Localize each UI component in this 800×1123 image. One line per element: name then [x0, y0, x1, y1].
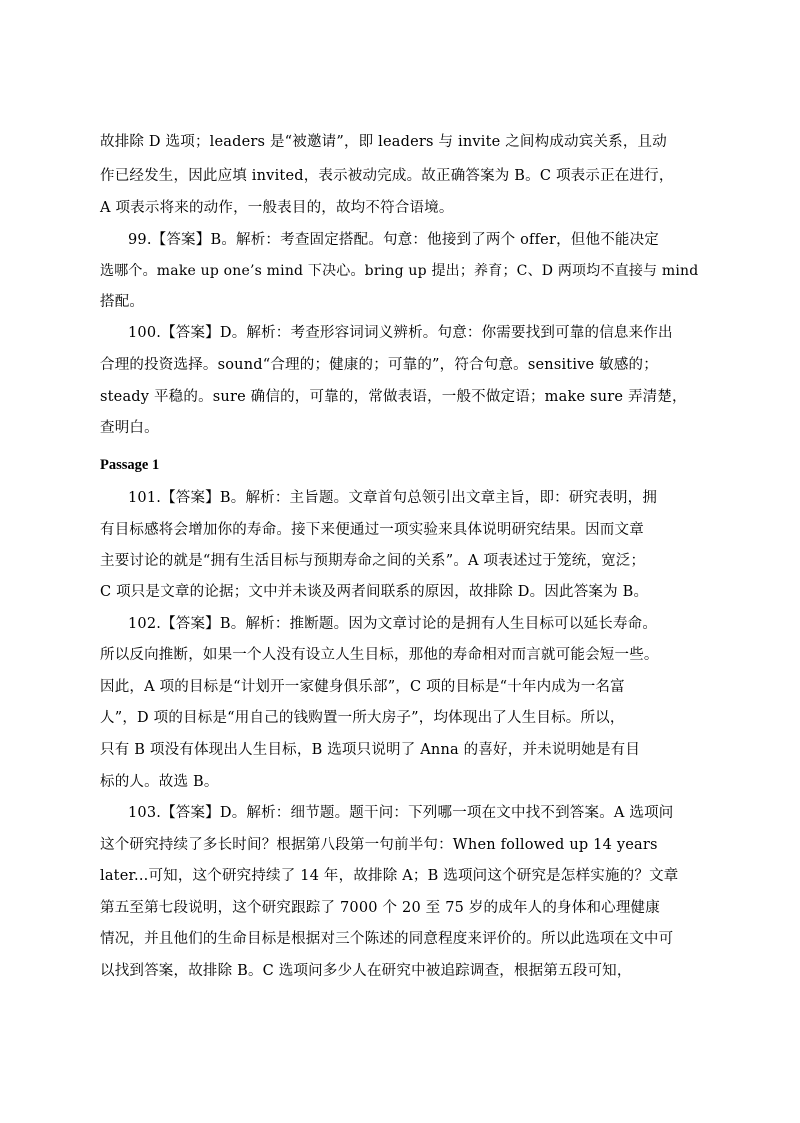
text-line: 所以反向推断，如果一个人没有设立人生目标，那他的寿命相对而言就可能会短一些。: [100, 647, 659, 663]
answer-102: 102.【答案】B。解析：推断题。因为文章讨论的是拥有人生目标可以延长寿命。: [128, 616, 658, 632]
text-line: C 项只是文章的论据；文中并未谈及两者间联系的原因，故排除 D。因此答案为 B。: [100, 584, 649, 600]
answer-99: 99.【答案】B。解析：考查固定搭配。句意：他接到了两个 offer，但他不能决定: [128, 232, 659, 248]
text-line: 第五至第七段说明，这个研究跟踪了 7000 个 20 至 75 岁的成年人的身体和心理健康: [100, 900, 660, 916]
text-line: 情况，并且他们的生命目标是根据对三个陈述的同意程度来评价的。所以此选项在文中可: [100, 931, 674, 947]
answer-101: 101.【答案】B。解析：主旨题。文章首句总领引出文章主旨，即：研究表明，拥: [128, 490, 658, 506]
text-line: 故排除 D 选项；leaders 是“被邀请”，即 leaders 与 invite 之间构成动宾关系，且动: [100, 134, 667, 150]
text-line: 人”，D 项的目标是“用自己的钱购置一所大房子”，均体现出了人生目标。所以，: [100, 710, 625, 726]
text-line: 查明白。: [100, 420, 159, 436]
text-line: 标的人。故选 B。: [100, 774, 219, 790]
text-line: 搭配。: [100, 294, 145, 310]
text-line: 主要讨论的就是“拥有生活目标与预期寿命之间的关系”。A 项表述过于笼统，宽泛；: [100, 553, 646, 569]
text-line: 这个研究持续了多长时间？根据第八段第一句前半句：When followed up 14 years: [100, 837, 658, 853]
section-heading-passage-1: Passage 1: [100, 457, 160, 473]
answer-100: 100.【答案】D。解析：考查形容词词义辨析。句意：你需要找到可靠的信息来作出: [128, 325, 673, 341]
answer-103: 103.【答案】D。解析：细节题。题干问：下列哪一项在文中找不到答案。A 选项问: [128, 805, 674, 821]
text-line: 选哪个。make up one’s mind 下决心。bring up 提出；养育；C、D 两项均不直接与 mind: [100, 263, 699, 279]
text-line: 作已经发生，因此应填 invited，表示被动完成。故正确答案为 B。C 项表示正在进行，: [100, 168, 674, 184]
text-line: later...可知，这个研究持续了 14 年，故排除 A；B 选项问这个研究是怎样实施的？文章: [100, 868, 679, 884]
text-line: 只有 B 项没有体现出人生目标，B 选项只说明了 Anna 的喜好，并未说明她是有目: [100, 742, 641, 758]
text-line: 有目标感将会增加你的寿命。接下来便通过一项实验来具体说明研究结果。因而文章: [100, 522, 644, 538]
text-line: 合理的投资选择。sound“合理的；健康的；可靠的”，符合句意。sensitive 敏感的；: [100, 357, 658, 373]
text-line: 因此，A 项的目标是“计划开一家健身俱乐部”，C 项的目标是“十年内成为一名富: [100, 679, 625, 695]
text-line: A 项表示将来的动作，一般表目的，故均不符合语境。: [100, 200, 454, 216]
text-line: steady 平稳的。sure 确信的，可靠的，常做表语，一般不做定语；make sure 弄清楚，: [100, 389, 687, 405]
text-line: 以找到答案，故排除 B。C 选项问多少人在研究中被追踪调查，根据第五段可知，: [100, 963, 632, 979]
